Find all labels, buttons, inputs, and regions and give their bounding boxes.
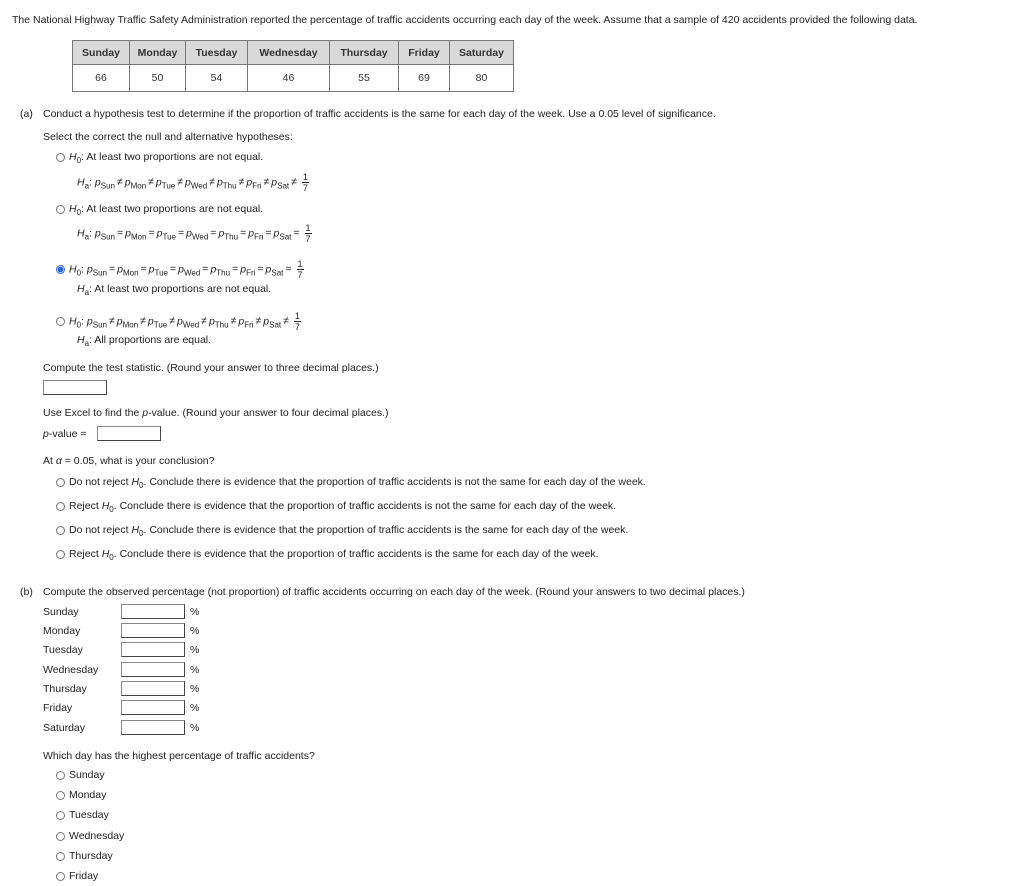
percent-unit: % (190, 606, 200, 618)
highest-option-tuesday[interactable] (56, 809, 109, 821)
conclusion-option-3[interactable] (56, 524, 628, 538)
pvalue-label: p-value = (43, 428, 87, 440)
radio-button[interactable] (56, 771, 65, 780)
table-header-row (73, 41, 514, 65)
part-a-label: (a) (20, 108, 33, 120)
highest-option-monday[interactable] (56, 789, 106, 801)
intro-text: The National Highway Traffic Safety Administration reported the percentage of traffic accidents occurring each day of the week. Assume that a sample of 420 accidents provided the following data. (12, 14, 918, 26)
highest-option-sunday[interactable] (56, 769, 105, 781)
day-label-friday: Friday (43, 702, 73, 714)
value-cell: 69 (399, 65, 450, 92)
conclusion-option-4[interactable] (56, 548, 599, 562)
test-stat-input[interactable] (43, 380, 107, 395)
hypothesis-prompt: Select the correct the null and alternative hypotheses: (43, 131, 293, 143)
percent-unit: % (190, 664, 200, 676)
conclusion-option-2[interactable] (56, 500, 616, 514)
header-cell: Friday (399, 41, 450, 65)
radio-button[interactable] (56, 526, 65, 535)
option-label: Thursday (69, 850, 113, 862)
option-label: Tuesday (69, 809, 109, 821)
day-label-sunday: Sunday (43, 606, 79, 618)
header-cell: Sunday (73, 41, 130, 65)
percent-input-monday[interactable] (121, 623, 185, 638)
radio-button[interactable] (56, 832, 65, 841)
radio-button[interactable] (56, 811, 65, 820)
header-cell: Tuesday (186, 41, 248, 65)
ha-text: All proportions are equal. (94, 334, 212, 346)
conclusion-option-1[interactable] (56, 476, 646, 490)
value-cell: 46 (248, 65, 330, 92)
header-cell: Thursday (330, 41, 399, 65)
hypothesis-option-2[interactable]: $H_0$: At least two proportions are not equal. (56, 203, 263, 217)
percent-input-thursday[interactable] (121, 681, 185, 696)
hypothesis-option-3[interactable]: $H_0$: $p_{Sun} = p_{Mon} = p_{Tue} = p_{Wed} = p_{Thu} = p_{Fri} = p_{Sat}$ = $\frac{1}{7}$ (56, 259, 304, 280)
conclusion-prompt: At α = 0.05, what is your conclusion? (43, 455, 215, 467)
radio-button[interactable] (56, 153, 65, 162)
accident-data-table (72, 40, 514, 92)
alt-hypothesis-1: $H_a$: $p_{Sun} \ne p_{Mon} \ne p_{Tue} \ne p_{Wed} \ne p_{Thu} \ne p_{Fri} \ne p_{Sat}$ ≠ $\frac{1}{7}$ (77, 172, 308, 193)
value-cell: 80 (450, 65, 514, 92)
header-cell: Saturday (450, 41, 514, 65)
radio-button[interactable] (56, 478, 65, 487)
conclusion-text: Reject $H_0$. Conclude there is evidence that the proportion of traffic accidents is not the same for each day of the week. (69, 500, 617, 514)
alt-hypothesis-2: $H_a$: $p_{Sun} = p_{Mon} = p_{Tue} = p_{Wed} = p_{Thu} = p_{Fri} = p_{Sat}$ = $\frac{1}{7}$ (77, 223, 311, 244)
highest-option-friday[interactable] (56, 870, 98, 882)
option-label: Wednesday (69, 830, 125, 842)
percent-unit: % (190, 722, 200, 734)
alt-hypothesis-4: $H_a$: All proportions are equal. (77, 334, 212, 348)
test-stat-prompt: Compute the test statistic. (Round your answer to three decimal places.) (43, 362, 379, 374)
radio-button[interactable] (56, 502, 65, 511)
percent-unit: % (190, 625, 200, 637)
value-cell: 50 (130, 65, 186, 92)
radio-button-selected[interactable] (56, 265, 65, 274)
percent-unit: % (190, 702, 200, 714)
hypothesis-option-4[interactable]: $H_0$: $p_{Sun} \ne p_{Mon} \ne p_{Tue} \ne p_{Wed} \ne p_{Thu} \ne p_{Fri} \ne p_{Sat}$ ≠ $\frac{1}{7}$ (56, 311, 301, 332)
day-label-monday: Monday (43, 625, 81, 637)
option-label: Monday (69, 789, 107, 801)
part-b-question: Compute the observed percentage (not proportion) of traffic accidents occurring on each day of the week. (Round your answers to two decimal places.) (43, 586, 745, 598)
highest-option-wednesday[interactable] (56, 830, 124, 842)
radio-button[interactable] (56, 205, 65, 214)
part-a-question: Conduct a hypothesis test to determine if the proportion of traffic accidents is the same for each day of the week. Use a 0.05 level of significance. (43, 108, 716, 120)
alt-hypothesis-3: $H_a$: At least two proportions are not equal. (77, 283, 272, 297)
radio-button[interactable] (56, 317, 65, 326)
header-cell: Wednesday (248, 41, 330, 65)
part-b-label: (b) (20, 586, 33, 598)
highest-option-thursday[interactable] (56, 850, 113, 862)
radio-button[interactable] (56, 872, 65, 881)
radio-button[interactable] (56, 852, 65, 861)
day-label-wednesday: Wednesday (43, 664, 99, 676)
highest-day-prompt: Which day has the highest percentage of traffic accidents? (43, 750, 315, 762)
conclusion-text: Do not reject $H_0$. Conclude there is evidence that the proportion of traffic accidents is not the same for each day of the week. (69, 476, 646, 490)
table-row (73, 65, 514, 92)
percent-input-wednesday[interactable] (121, 662, 185, 677)
pvalue-prompt: Use Excel to find the p-value. (Round your answer to four decimal places.) (43, 407, 389, 419)
radio-button[interactable] (56, 791, 65, 800)
option-label: Sunday (69, 769, 105, 781)
conclusion-text: Do not reject $H_0$. Conclude there is evidence that the proportion of traffic accidents is the same for each day of the week. (69, 524, 629, 538)
day-label-thursday: Thursday (43, 683, 87, 695)
day-label-saturday: Saturday (43, 722, 86, 734)
conclusion-text: Reject $H_0$. Conclude there is evidence that the proportion of traffic accidents is the same for each day of the week. (69, 548, 599, 562)
percent-unit: % (190, 683, 200, 695)
pvalue-input[interactable] (97, 426, 161, 441)
option-label: Friday (69, 870, 99, 882)
value-cell: 66 (73, 65, 130, 92)
percent-input-saturday[interactable] (121, 720, 185, 735)
h0-text: At least two proportions are not equal. (86, 203, 264, 215)
h0-text: At least two proportions are not equal. (86, 151, 264, 163)
value-cell: 54 (186, 65, 248, 92)
percent-input-friday[interactable] (121, 700, 185, 715)
hypothesis-option-1[interactable]: $H_0$: At least two proportions are not equal. (56, 151, 263, 165)
header-cell: Monday (130, 41, 186, 65)
percent-input-sunday[interactable] (121, 604, 185, 619)
radio-button[interactable] (56, 550, 65, 559)
ha-text: At least two proportions are not equal. (94, 283, 272, 295)
percent-input-tuesday[interactable] (121, 642, 185, 657)
percent-unit: % (190, 644, 200, 656)
value-cell: 55 (330, 65, 399, 92)
day-label-tuesday: Tuesday (43, 644, 83, 656)
